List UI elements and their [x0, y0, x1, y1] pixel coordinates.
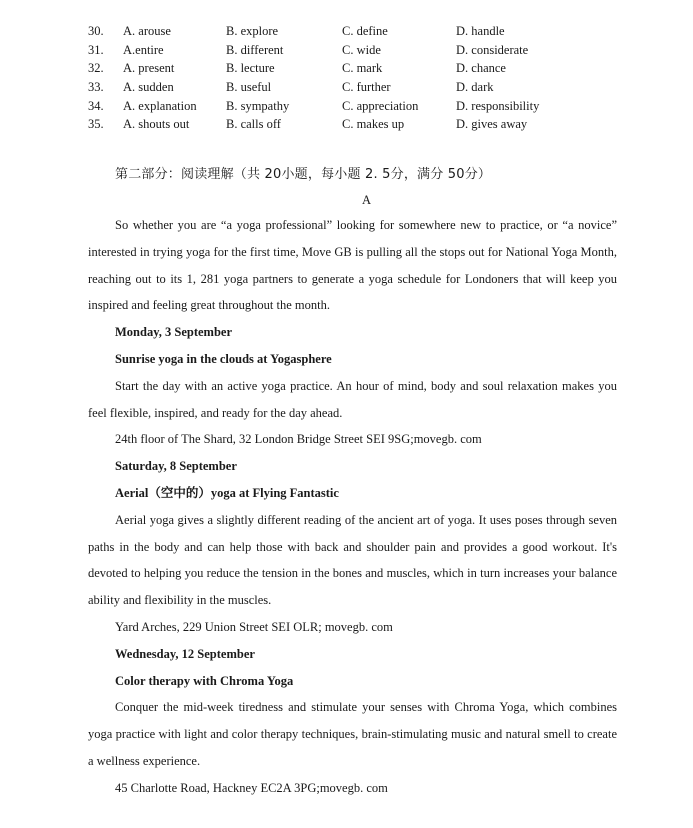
option-b: B. useful [226, 79, 272, 94]
option-row-31 [88, 41, 556, 60]
event-title: Sunrise yoga in the clouds at Yogasphere [115, 351, 332, 366]
option-d: D. considerate [456, 42, 529, 57]
option-b: B. sympathy [226, 98, 290, 113]
option-row-32 [88, 59, 556, 78]
option-a: A. shouts out [123, 117, 190, 132]
question-number: 35. [88, 117, 104, 132]
option-b: B. lecture [226, 61, 275, 76]
option-d: D. chance [456, 61, 506, 76]
option-c: C. mark [342, 61, 383, 76]
event-title: Color therapy with Chroma Yoga [115, 673, 294, 688]
option-d: D. dark [456, 79, 494, 94]
event-date: Monday, 3 September [115, 325, 233, 340]
option-b: B. calls off [226, 117, 281, 132]
option-a: A. explanation [123, 98, 197, 113]
section-title: 第二部分：阅读理解（共 20小题，每小题 2. 5分，满分 50分） [115, 167, 492, 182]
option-d: D. responsibility [456, 98, 540, 113]
event-address: 24th floor of The Shard, 32 London Bridge Street SEI 9SG;movegb. com [115, 432, 482, 447]
option-row-33 [88, 78, 556, 97]
question-number: 31. [88, 42, 104, 57]
option-c: C. wide [342, 42, 381, 57]
option-a: A. arouse [123, 23, 171, 38]
event-date: Saturday, 8 September [115, 459, 237, 474]
event-description: Aerial yoga gives a slightly different reading of the ancient art of yoga. It uses poses through seven paths in the body and can help those with back and shoulder pain and provides a good workout. It's devoted to helping you reduce the tension in the bones and muscles, which in turn increases your balance ability and flexibility in the muscles. [88, 512, 617, 608]
option-c: C. define [342, 23, 388, 38]
intro-paragraph: So whether you are “a yoga professional” looking for somewhere new to practice, or “a novice” interested in trying yoga for the first time, Move GB is pulling all the stops out for National Yoga Month, reaching out to its 1, 281 yoga partners to generate a yoga schedule for Londoners that will keep you inspired and feeling great throughout the month. [88, 218, 617, 313]
option-c: C. further [342, 79, 391, 94]
option-d: D. gives away [456, 117, 528, 132]
question-number: 32. [88, 61, 104, 76]
option-a: A. present [123, 61, 175, 76]
option-a: A.entire [123, 42, 164, 57]
option-row-34 [88, 97, 556, 116]
event-address: 45 Charlotte Road, Hackney EC2A 3PG;movegb. com [115, 780, 388, 795]
question-number: 34. [88, 98, 104, 113]
option-c: C. appreciation [342, 98, 419, 113]
event-date: Wednesday, 12 September [115, 646, 255, 661]
option-b: B. different [226, 42, 284, 57]
reading-passage [88, 212, 617, 802]
option-a: A. sudden [123, 79, 174, 94]
event-title: Aerial（空中的）yoga at Flying Fantastic [115, 485, 339, 500]
passage-letter: A [361, 193, 372, 207]
question-number: 30. [88, 23, 104, 38]
option-row-30 [88, 22, 556, 41]
event-description: Conquer the mid-week tiredness and stimulate your senses with Chroma Yoga, which combines yoga practice with light and color therapy techniques, brain-stimulating music and natural smell to create a wellness experience. [88, 700, 617, 768]
option-b: B. explore [226, 23, 279, 38]
option-d: D. handle [456, 23, 505, 38]
option-c: C. makes up [342, 117, 405, 132]
answer-options-table [88, 22, 556, 134]
event-address: Yard Arches, 229 Union Street SEI OLR; movegb. com [115, 619, 393, 634]
question-number: 33. [88, 79, 104, 94]
event-description: Start the day with an active yoga practice. An hour of mind, body and soul relaxation makes you feel flexible, inspired, and ready for the day ahead. [88, 378, 617, 420]
option-row-35 [88, 115, 556, 134]
